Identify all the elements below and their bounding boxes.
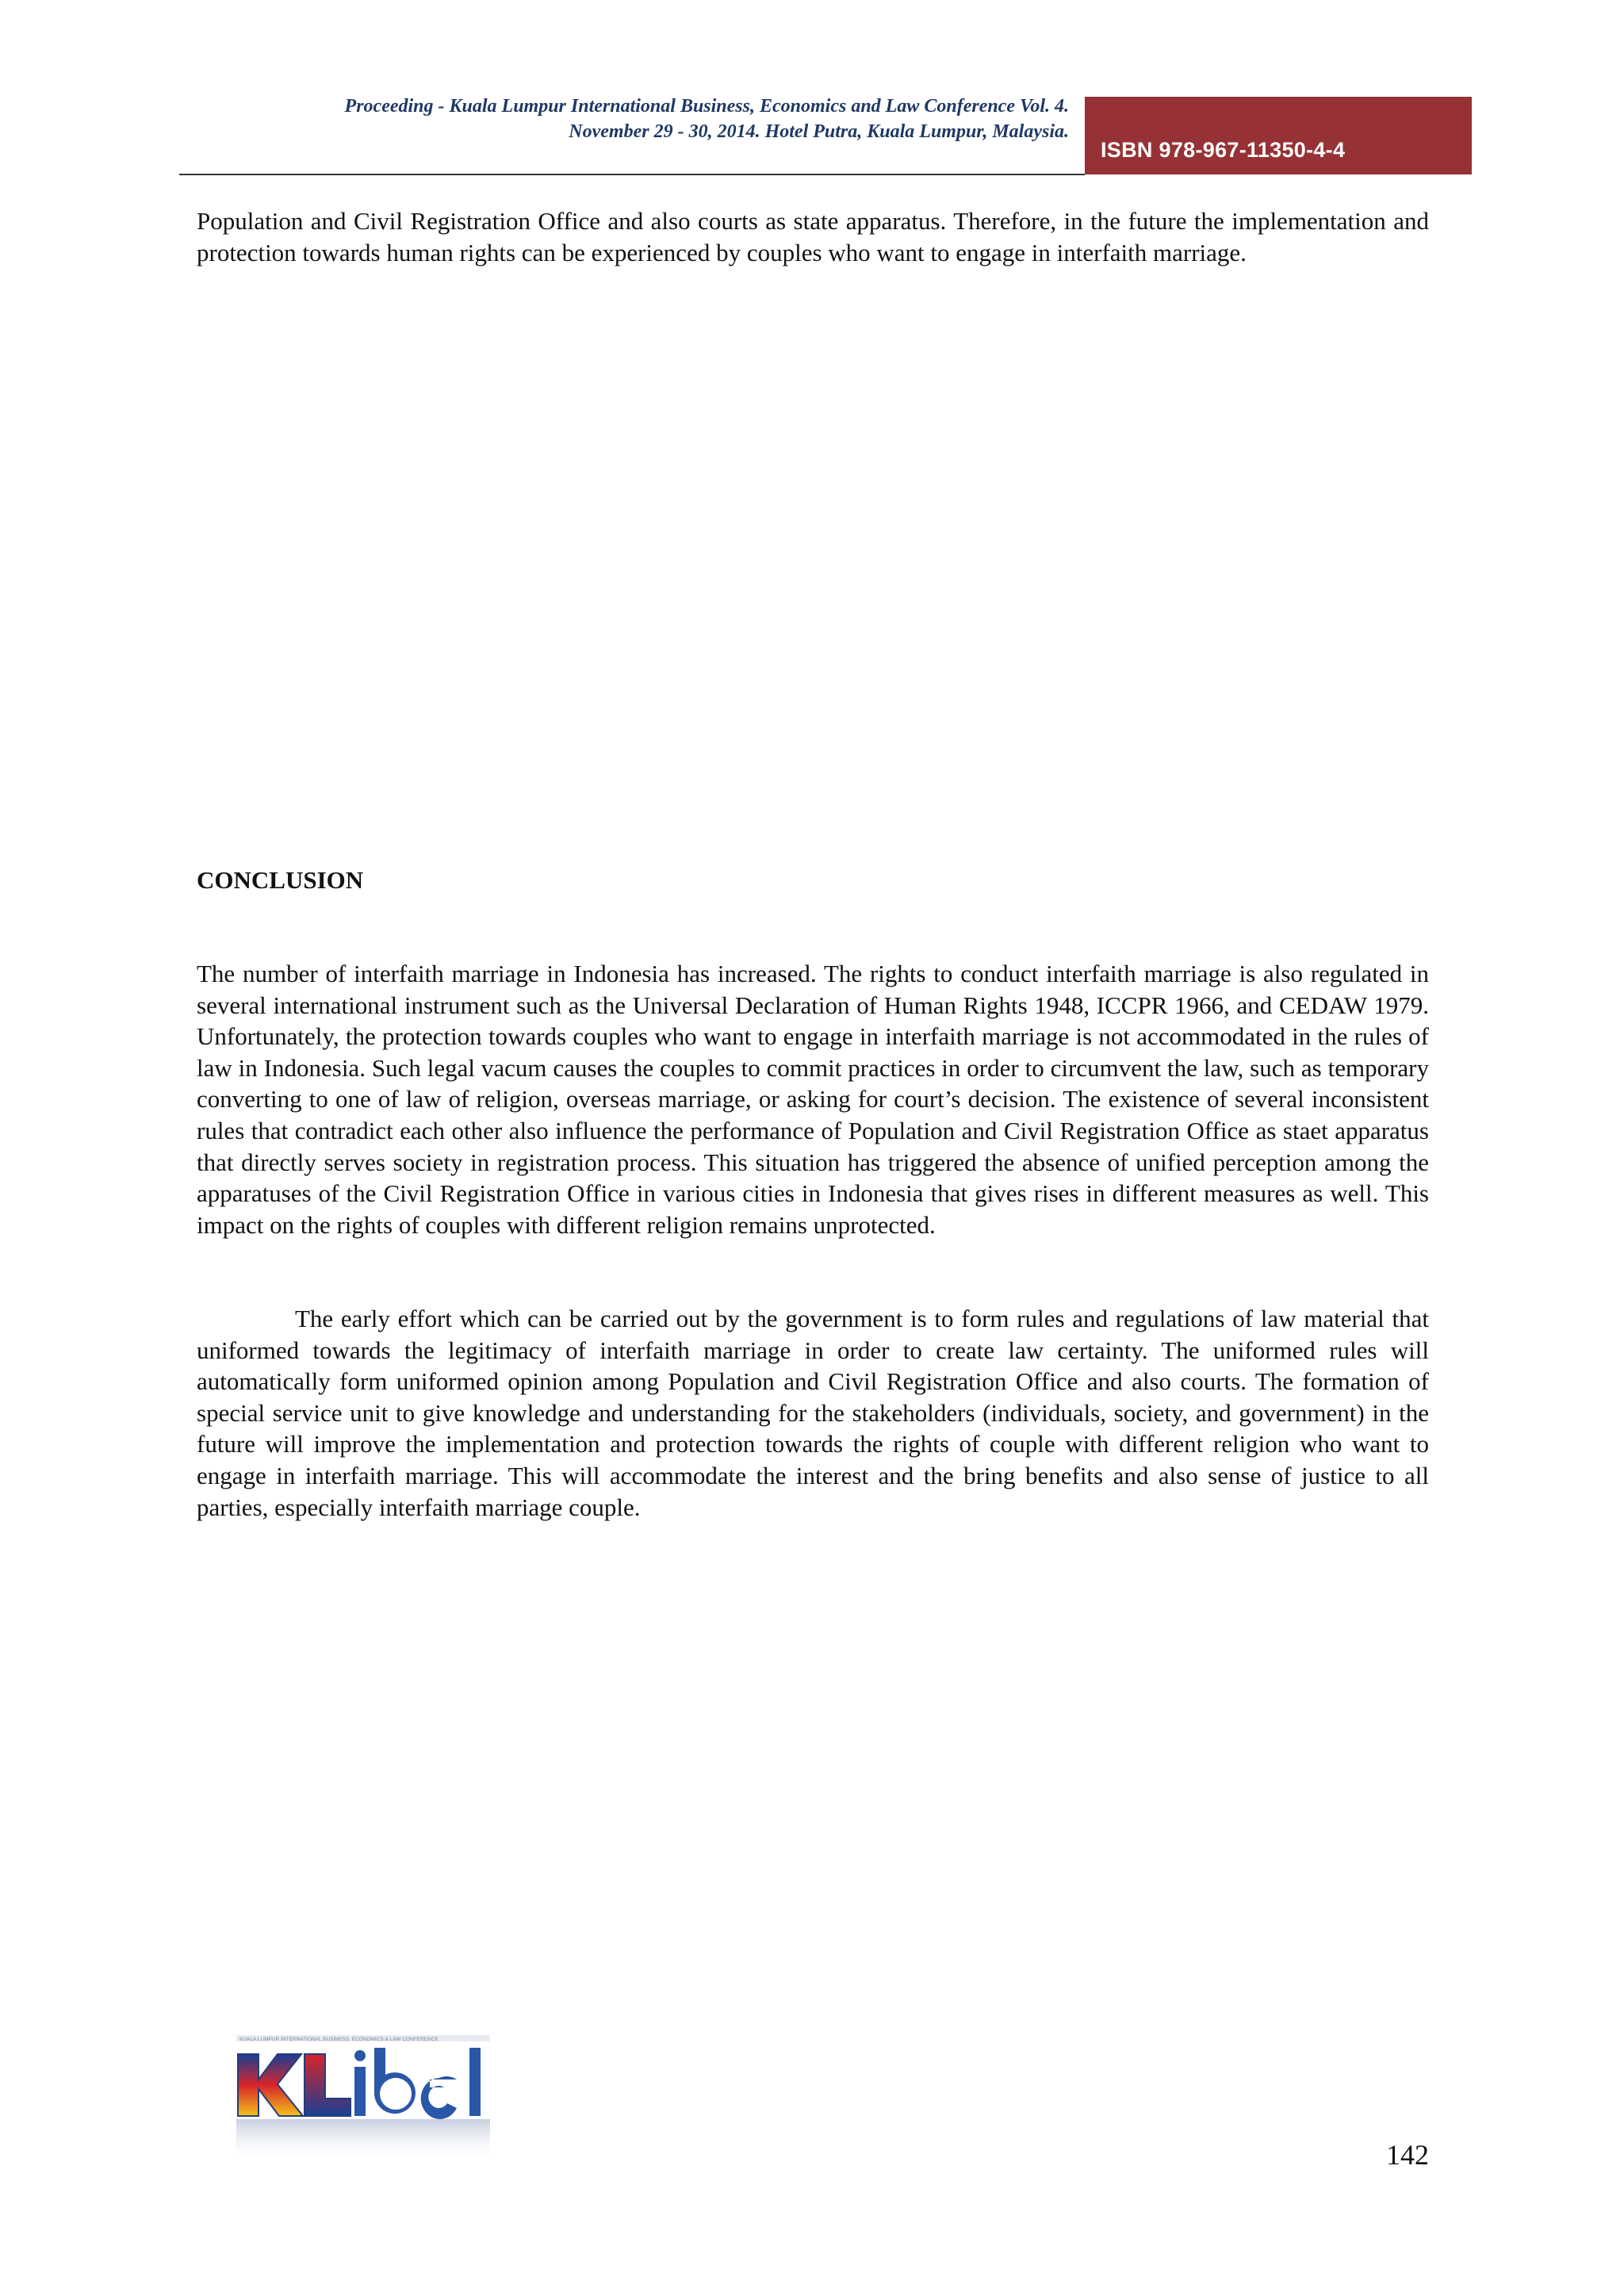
- klibel-logo: [232, 2030, 501, 2173]
- logo-tagline: KUALA LUMPUR INTERNATIONAL BUSINESS, ECONOMICS & LAW CONFERENCE: [239, 2037, 439, 2042]
- header-divider: [179, 174, 1085, 175]
- logo-letter-l2: [469, 2048, 481, 2116]
- conclusion-paragraph-1: The number of interfaith marriage in Indonesia has increased. The rights to conduct interfaith marriage is also regulated in several international instrument such as the Universal Declaration of Human Rights 1948, ICCPR 1966, and CEDAW 1979. Unfortunately, the protection towards couples who want to engage in interfaith marriage is not accommodated in the rules of law in Indonesia. Such legal vacum causes the couples to commit practices in order to circumvent the law, such as temporary converting to one of law of religion, overseas marriage, or asking for court’s decision. The existence of several inconsistent rules that contradict each other also influence the performance of Population and Civil Registration Office as staet apparatus that directly serves society in registration process. This situation has triggered the absence of unified perception among the apparatuses of the Civil Registration Office in various cities in Indonesia that gives rises in different measures as well. This impact on the rights of couples with different religion remains unprotected.: [197, 960, 1429, 1239]
- logo-dot-i: [354, 2050, 366, 2061]
- header-conference-line: Proceeding - Kuala Lumpur International Business, Economics and Law Conference Vol. 4.: [344, 96, 1069, 117]
- logo-reflection: [236, 2119, 490, 2163]
- isbn-label: ISBN 978-967-11350-4-4: [1101, 138, 1346, 162]
- conclusion-heading: CONCLUSION: [197, 866, 364, 894]
- page-number: 142: [1386, 2139, 1429, 2171]
- logo-letter-b: [374, 2048, 416, 2114]
- conclusion-paragraph-2: The early effort which can be carried out by the government is to form rules and regulations of law material that uniformed towards the legitimacy of interfaith marriage in order to create law certainty. The uniformed rules will automatically form uniformed opinion among Population and Civil Registration Office and also courts. The formation of special service unit to give knowledge and understanding for the stakeholders (individuals, society, and government) in the future will improve the implementation and protection towards the rights of couple with different religion who want to engage in interfaith marriage. This will accommodate the interest and the bring benefits and also sense of justice to all parties, especially interfaith marriage couple.: [197, 1305, 1429, 1521]
- logo-letter-k: [238, 2054, 303, 2116]
- logo-letter-e: [421, 2076, 457, 2119]
- header-date-venue-line: November 29 - 30, 2014. Hotel Putra, Kuala Lumpur, Malaysia.: [569, 121, 1069, 142]
- running-header: [127, 94, 1069, 144]
- isbn-badge: [1085, 97, 1472, 174]
- logo-letter-l: [304, 2054, 350, 2116]
- intro-paragraph: Population and Civil Registration Office and also courts as state apparatus. Therefore, in the future the implementation and protection towards human rights can be experienced by couples who want to engage in interfaith marriage.: [197, 207, 1429, 266]
- logo-letter-i: [354, 2067, 366, 2116]
